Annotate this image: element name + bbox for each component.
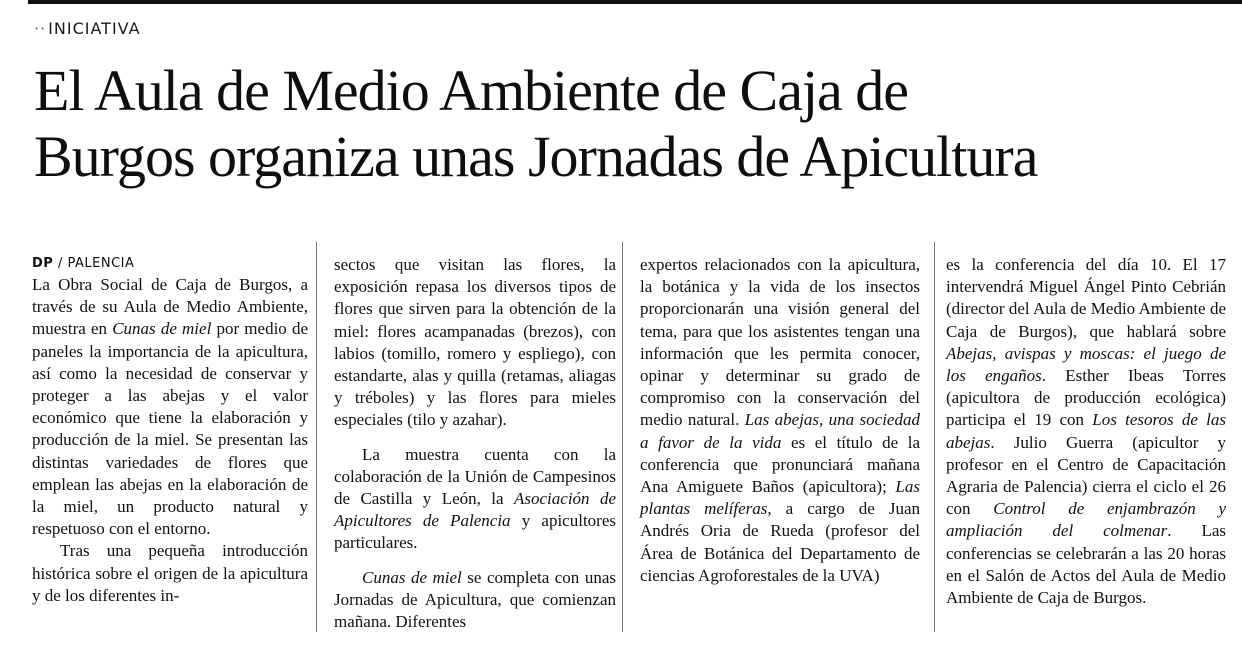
p1-text-a: La Obra Social de Caja de Burgos, a través de su Aula de Medio Ambiente, muestra en xyxy=(32,275,308,339)
p4-text-d: . Esther Ibeas Torres (apicultora de producción ecológica) participa el 19 con xyxy=(946,366,1227,430)
p4-text-f: . Las conferencias se celebrarán a las 20 horas en el Salón de Actos del Aula de Medio Ambiente de Caja de Burgos. xyxy=(946,521,1227,608)
paragraph-1 xyxy=(32,274,308,540)
p4-text-b: es el título de la conferencia que pronunciará mañana Ana Amiguete Baños (apicultora); xyxy=(640,432,921,497)
byline-location: PALENCIA xyxy=(67,256,135,271)
article-column-4 xyxy=(946,254,1226,609)
top-rule xyxy=(28,0,1242,4)
byline-agency: DP xyxy=(32,256,54,271)
article-column-2 xyxy=(334,254,616,633)
section-dots: ·· xyxy=(34,19,47,38)
p3-text-a: La muestra cuenta con la colaboración de la Unión de Campesinos de Castilla y León, la xyxy=(334,444,616,509)
paragraph-4-cont-1: expertos relacionados con la apicultura, la botánica y la vida de los insectos proporcionarán una visión general del tema, para que los asistentes tengan una información que les permita conocer, opinar y determinar su grado de compromiso con la conservación del medio natural. Las abejas, una sociedad a favor de la vida es el título de la conferencia que pronunciará mañana Ana Amiguete Baños (apicultora); Las plantas melíferas, a cargo de Juan Andrés Oria de Rueda (profesor del Área de Botánica del Departamento de ciencias Agroforestales de la UVA) xyxy=(640,255,921,585)
paragraph-4-cont-2: es la conferencia del día 10. El 17 intervendrá Miguel Ángel Pinto Cebrián (director del Aula de Medio Ambiente de Caja de Burgos), que hablará sobre Abejas, avispas y moscas: el juego de los engaños. Esther Ibeas Torres (apicultora de producción ecológica) participa el 19 con Los tesoros de las abejas. Julio Guerra (apicultor y profesor en el Centro de Capacitación Agraria de Palencia) cierra el ciclo el 26 con Control de enjambrazón y ampliación del colmenar. Las conferencias se celebrarán a las 20 horas en el Salón de Actos del Aula de Medio Ambiente de Caja de Burgos. xyxy=(946,255,1227,608)
paragraph-4-start: Cunas de miel se completa con unas Jornadas de Apicultura, que comienzan mañana. Diferentes xyxy=(334,567,616,632)
paragraph-2-start: Tras una pequeña introducción histórica sobre el origen de la apicultura y de los diferentes in- xyxy=(32,541,308,605)
headline-line-2: Burgos organiza unas Jornadas de Apicultura xyxy=(34,124,1038,189)
section-tag xyxy=(34,19,141,38)
p3-italic: Asociación de Apicultores de Palencia xyxy=(334,489,616,531)
p4-italic-2: Las abejas, una sociedad a favor de la vida xyxy=(640,410,920,452)
p4-italic-6: Control de enjambrazón y ampliación del colmenar xyxy=(946,499,1226,541)
column-rule-1 xyxy=(316,242,317,632)
p1-italic: Cunas de miel xyxy=(112,319,212,339)
p4-text-e: . Julio Guerra (apicultor y profesor en el Centro de Capacitación Agraria de Palencia) cierra el ciclo el 26 con xyxy=(946,432,1226,519)
byline xyxy=(32,254,308,274)
article-column-1 xyxy=(32,254,308,607)
p1-text-b: por medio de paneles la importancia de la apicultura, así como la necesidad de conservar y proteger a las abejas y el valor económico que tiene la elaboración y producción de la miel. Se presentan las distintas variedades de flores que emplean las abejas en la elaboración de la miel, un producto natural y respetuoso con el entorno. xyxy=(32,319,309,539)
p4-italic-1: Cunas de miel xyxy=(362,567,462,587)
byline-separator: / xyxy=(53,256,68,271)
paragraph-3 xyxy=(334,444,616,555)
paragraph-2-cont: sectos que visitan las flores, la exposición repasa los diversos tipos de flores que sirven para la obtención de la miel: flores acampanadas (brezos), con labios (tomillo, romero y espliego), con estandarte, alas y quilla (retamas, aliagas y tréboles) y las flores para mieles especiales (tilo y azahar). xyxy=(334,255,616,430)
headline xyxy=(34,58,1234,190)
p3-text-b: y apicultores particulares. xyxy=(334,511,616,553)
section-label: INICIATIVA xyxy=(48,19,141,38)
p4-italic-4: Abejas, avispas y moscas: el juego de los engaños xyxy=(946,343,1226,386)
column-rule-3 xyxy=(934,242,935,632)
p4-italic-3: Las plantas melíferas xyxy=(640,477,920,519)
article-column-3 xyxy=(640,254,920,587)
headline-line-1: El Aula de Medio Ambiente de Caja de xyxy=(34,58,909,123)
column-rule-2 xyxy=(622,242,623,632)
p4-italic-5: Los tesoros de las abejas xyxy=(946,410,1226,452)
